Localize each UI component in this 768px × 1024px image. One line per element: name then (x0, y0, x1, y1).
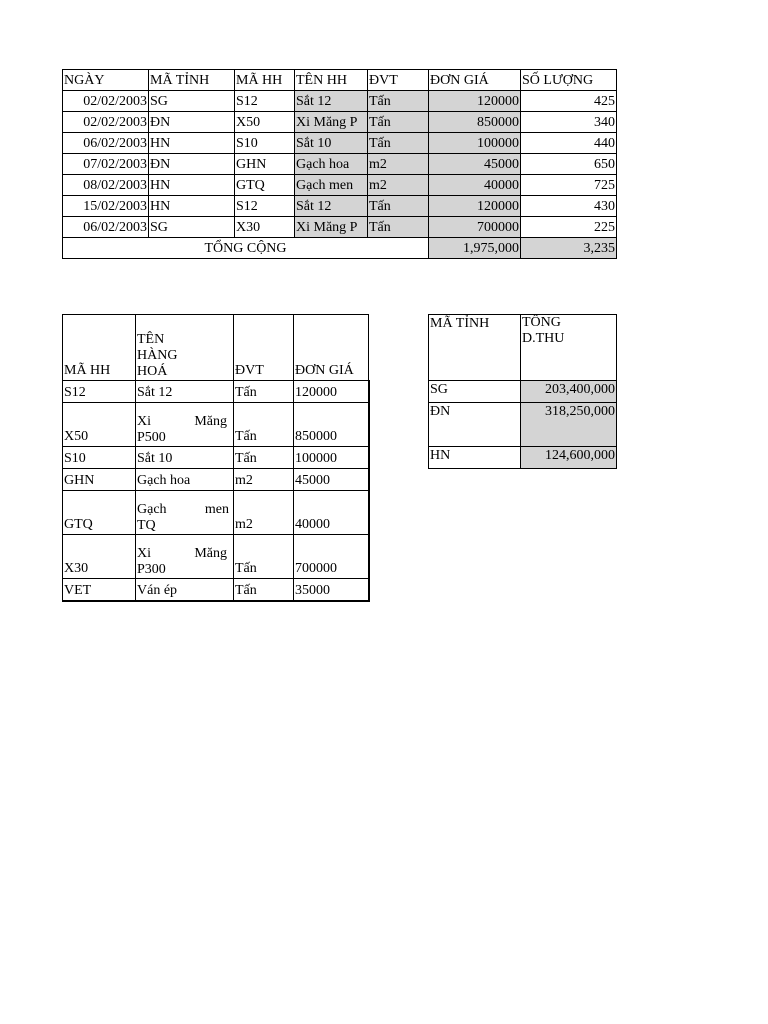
unit-cell: Tấn (368, 91, 429, 112)
unit-cell: m2 (368, 175, 429, 196)
product-code-cell: S10 (235, 133, 295, 154)
product-name-cell: Ván ép (136, 579, 234, 601)
province-cell: HN (149, 196, 235, 217)
price-cell: 45000 (429, 154, 521, 175)
table-row (63, 133, 617, 154)
header-cell: MÃ TỈNH (149, 70, 235, 91)
quantity-cell: 225 (521, 217, 617, 238)
quantity-cell: 340 (521, 112, 617, 133)
product-name-cell: Sắt 12 (136, 381, 234, 403)
price-cell: 40000 (429, 175, 521, 196)
product-table (62, 314, 370, 602)
price-cell: 850000 (294, 403, 369, 447)
header-cell: NGÀY (63, 70, 149, 91)
quantity-cell: 430 (521, 196, 617, 217)
quantity-cell: 440 (521, 133, 617, 154)
province-cell: HN (149, 175, 235, 196)
unit-cell: Tấn (234, 535, 294, 579)
table-header-row (63, 70, 617, 91)
province-cell: ĐN (149, 154, 235, 175)
header-cell: TÊN HH (295, 70, 368, 91)
product-code-cell: GHN (63, 469, 136, 491)
price-cell: 120000 (429, 196, 521, 217)
product-name-cell: Sắt 10 (136, 447, 234, 469)
table-row (429, 447, 617, 469)
date-cell: 08/02/2003 (63, 175, 149, 196)
table-row (63, 491, 369, 535)
province-cell: HN (429, 447, 521, 469)
province-cell: SG (149, 217, 235, 238)
province-cell: ĐN (429, 403, 521, 447)
date-cell: 02/02/2003 (63, 91, 149, 112)
total-price-cell: 1,975,000 (429, 238, 521, 259)
table-row (63, 579, 369, 601)
price-cell: 120000 (294, 381, 369, 403)
product-name-cell: Xi Măng P300 (136, 535, 234, 579)
table-row (429, 381, 617, 403)
header-cell: TÊN HÀNG HOÁ (136, 315, 234, 381)
price-cell: 120000 (429, 91, 521, 112)
header-cell: TỔNG D.THU (521, 315, 617, 381)
table-row (63, 91, 617, 112)
revenue-cell: 318,250,000 (521, 403, 617, 447)
total-row (63, 238, 617, 259)
unit-cell: Tấn (368, 133, 429, 154)
quantity-cell: 725 (521, 175, 617, 196)
table-row (63, 175, 617, 196)
header-cell: ĐVT (368, 70, 429, 91)
unit-cell: m2 (234, 469, 294, 491)
unit-cell: Tấn (234, 381, 294, 403)
product-code-cell: S12 (63, 381, 136, 403)
table-row (63, 154, 617, 175)
unit-cell: Tấn (234, 579, 294, 601)
header-cell: ĐVT (234, 315, 294, 381)
sales-table (62, 69, 617, 259)
table-row (63, 112, 617, 133)
quantity-cell: 650 (521, 154, 617, 175)
unit-cell: Tấn (368, 217, 429, 238)
product-name-cell: Xi Măng P (295, 112, 368, 133)
product-code-cell: X30 (63, 535, 136, 579)
table-row (429, 403, 617, 447)
header-cell: SỐ LƯỢNG (521, 70, 617, 91)
total-quantity-cell: 3,235 (521, 238, 617, 259)
unit-cell: m2 (234, 491, 294, 535)
header-cell: MÃ HH (63, 315, 136, 381)
product-name-cell: Gạch men TQ (136, 491, 234, 535)
product-code-cell: S10 (63, 447, 136, 469)
total-label: TỔNG CỘNG (63, 238, 429, 259)
unit-cell: Tấn (234, 403, 294, 447)
unit-cell: Tấn (368, 112, 429, 133)
table-row (63, 196, 617, 217)
product-code-cell: GTQ (63, 491, 136, 535)
product-code-cell: S12 (235, 91, 295, 112)
unit-cell: Tấn (368, 196, 429, 217)
product-code-cell: S12 (235, 196, 295, 217)
province-cell: SG (149, 91, 235, 112)
date-cell: 06/02/2003 (63, 217, 149, 238)
header-cell: ĐƠN GIÁ (294, 315, 369, 381)
date-cell: 07/02/2003 (63, 154, 149, 175)
product-name-cell: Xi Măng P500 (136, 403, 234, 447)
price-cell: 700000 (294, 535, 369, 579)
revenue-cell: 203,400,000 (521, 381, 617, 403)
product-name-cell: Sắt 10 (295, 133, 368, 154)
header-cell: MÃ HH (235, 70, 295, 91)
product-name-cell: Gạch hoa (295, 154, 368, 175)
header-cell: ĐƠN GIÁ (429, 70, 521, 91)
product-name-cell: Sắt 12 (295, 196, 368, 217)
product-code-cell: X50 (63, 403, 136, 447)
table-row (63, 403, 369, 447)
province-cell: SG (429, 381, 521, 403)
revenue-cell: 124,600,000 (521, 447, 617, 469)
product-name-cell: Gạch men (295, 175, 368, 196)
table-row (63, 381, 369, 403)
price-cell: 100000 (429, 133, 521, 154)
product-code-cell: GHN (235, 154, 295, 175)
product-name-cell: Gạch hoa (136, 469, 234, 491)
date-cell: 02/02/2003 (63, 112, 149, 133)
table-row (63, 469, 369, 491)
price-cell: 40000 (294, 491, 369, 535)
table-header-row (429, 315, 617, 381)
header-cell: MÃ TỈNH (429, 315, 521, 381)
product-code-cell: X30 (235, 217, 295, 238)
date-cell: 15/02/2003 (63, 196, 149, 217)
product-name-cell: Xi Măng P (295, 217, 368, 238)
quantity-cell: 425 (521, 91, 617, 112)
revenue-table (428, 314, 617, 469)
unit-cell: m2 (368, 154, 429, 175)
table-row (63, 535, 369, 579)
table-header-row (63, 315, 369, 381)
product-name-cell: Sắt 12 (295, 91, 368, 112)
table-row (63, 447, 369, 469)
price-cell: 35000 (294, 579, 369, 601)
price-cell: 100000 (294, 447, 369, 469)
product-code-cell: X50 (235, 112, 295, 133)
price-cell: 700000 (429, 217, 521, 238)
table-row (63, 217, 617, 238)
date-cell: 06/02/2003 (63, 133, 149, 154)
price-cell: 850000 (429, 112, 521, 133)
province-cell: HN (149, 133, 235, 154)
product-code-cell: VET (63, 579, 136, 601)
price-cell: 45000 (294, 469, 369, 491)
province-cell: ĐN (149, 112, 235, 133)
product-code-cell: GTQ (235, 175, 295, 196)
unit-cell: Tấn (234, 447, 294, 469)
